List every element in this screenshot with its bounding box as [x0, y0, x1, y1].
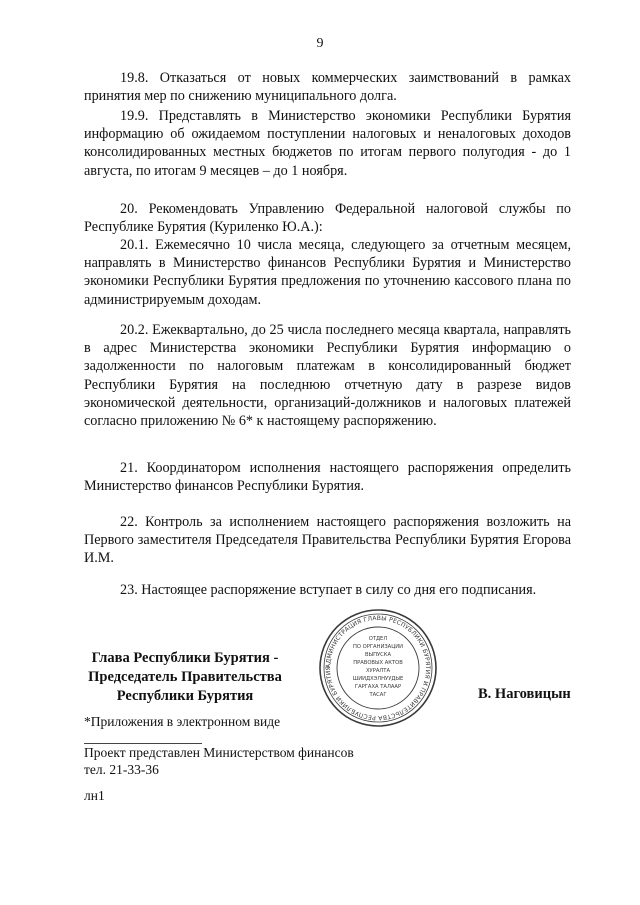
- seal-center-line: ШИИДХЭЛНУУДЫЕ: [352, 676, 404, 682]
- paragraph-21: 21. Координатором исполнения настоящего распоряжения определить Министерство финансов Республики Бурятия.: [84, 460, 571, 495]
- seal-center-line: ХУРАЛТА: [365, 668, 391, 674]
- signatory-title: [80, 649, 290, 706]
- seal-center-line: ПО ОРГАНИЗАЦИИ: [352, 644, 404, 650]
- official-seal-stamp: [318, 608, 438, 728]
- phone-line: тел. 21-33-36: [84, 762, 159, 777]
- document-code: лн1: [84, 788, 105, 803]
- seal-center-line: ВЫПУСКА: [364, 652, 392, 658]
- seal-center-line: ПРАВОВЫХ АКТОВ: [353, 660, 403, 666]
- signatory-title-line: Республики Бурятия: [116, 688, 254, 704]
- paragraph-20-2: 20.2. Ежеквартально, до 25 числа последнего месяца квартала, направлять в адрес Министерства экономики Республики Бурятия информацию о задолженности по налоговым платежам в консолидированный бюджет Республики Бурятия на последнюю отчетную дату в разрезе видов экономической деятельности, организаций-должников и налоговых платежей согласно приложению № 6* к настоящему распоряжению.: [84, 322, 571, 430]
- seal-center-line: ГАРГАХА ТАЛААР: [354, 684, 402, 690]
- seal-center-line: ОТДЕЛ: [368, 636, 388, 642]
- seal-center-line: ТАСАГ: [369, 692, 387, 698]
- paragraph-19-9: 19.9. Представлять в Министерство экономики Республики Бурятия информацию об ожидаемом поступлении налоговых и неналоговых доходов консолидированных местных бюджетов по итогам первого полугодия - до 1 августа, по итогам 9 месяцев – до 1 ноября.: [84, 108, 571, 179]
- seal-outer-text: АДМИНИСТРАЦИЯ ГЛАВЫ РЕСПУБЛИКИ БУРЯТИЯ И ПРАВИТЕЛЬСТВА РЕСПУБЛИКИ БУРЯТИЯ: [324, 614, 432, 722]
- signatory-title-line: Глава Республики Бурятия -: [91, 650, 279, 666]
- paragraph-19-8: 19.8. Отказаться от новых коммерческих заимствований в рамках принятия мер по снижению муниципального долга.: [84, 70, 571, 105]
- signatory-name: В. Наговицын: [478, 686, 571, 702]
- page-number: 9: [316, 36, 324, 51]
- paragraph-23: 23. Настоящее распоряжение вступает в силу со дня его подписания.: [120, 582, 537, 598]
- paragraph-20: 20. Рекомендовать Управлению Федеральной налоговой службы по Республике Бурятия (Куриленко Ю.А.):: [84, 201, 571, 236]
- paragraph-22: 22. Контроль за исполнением настоящего распоряжения возложить на Первого заместителя Председателя Правительства Республики Бурятия Егорова И.М.: [84, 514, 571, 567]
- footnote-attachments: *Приложения в электронном виде: [84, 714, 281, 729]
- paragraph-20-1: 20.1. Ежемесячно 10 числа месяца, следующего за отчетным месяцем, направлять в Министерство финансов Республики Бурятия и Министерство экономики Республики Бурятия предложения по уточнению кассового плана по администрируемым доходам.: [84, 237, 571, 308]
- signatory-title-line: Председатель Правительства: [88, 669, 282, 685]
- prepared-by-line: Проект представлен Министерством финансов: [84, 745, 354, 760]
